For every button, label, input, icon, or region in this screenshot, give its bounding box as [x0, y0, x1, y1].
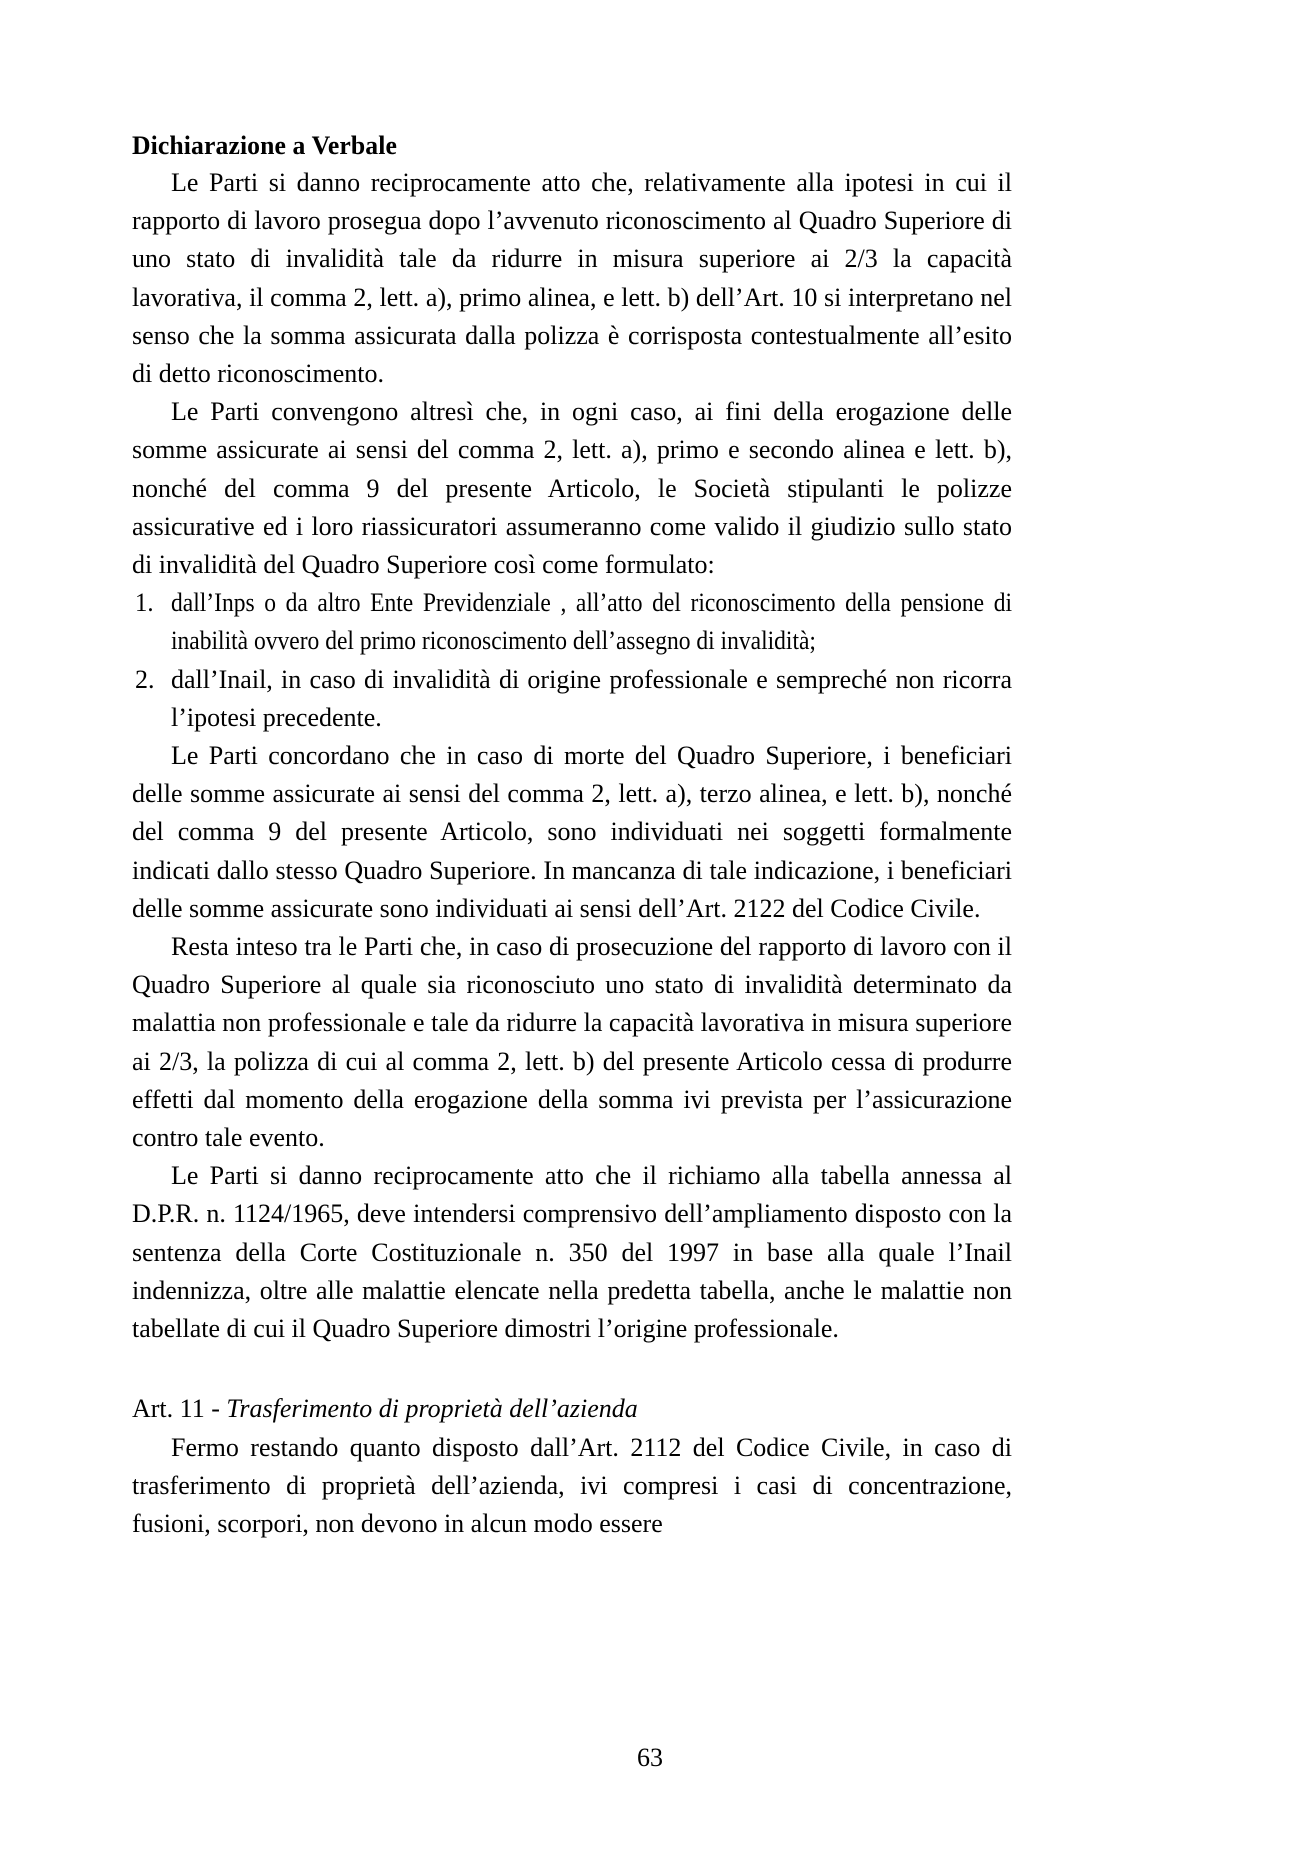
list-item-text: dall’Inail, in caso di invalidità di origine professionale e sempreché non ricorra l’ipotesi precedente. — [171, 664, 1012, 732]
article-heading — [132, 1390, 1012, 1428]
article-heading-title: Trasferimento di proprietà dell’azienda — [226, 1394, 638, 1424]
paragraph-3: Le Parti concordano che in caso di morte del Quadro Superiore, i beneficiari delle somme assicurate ai sensi del comma 2, lett. a), terzo alinea, e lett. b), nonché del comma 9 del presente Articolo, sono individuati nei soggetti formalmente indicati dallo stesso Quadro Superiore. In mancanza di tale indicazione, i beneficiari delle somme assicurate sono individuati ai sensi dell’Art. 2122 del Codice Civile. — [132, 741, 1012, 923]
list-item-marker: 1. — [135, 588, 154, 618]
list-item — [132, 584, 1012, 660]
numbered-list — [132, 584, 1012, 737]
section-spacer — [132, 1348, 1012, 1390]
page-number: 63 — [637, 1743, 663, 1772]
paragraph-2: Le Parti convengono altresì che, in ogni caso, ai fini della erogazione delle somme assicurate ai sensi del comma 2, lett. a), primo e secondo alinea e lett. b), nonché del comma 9 del presente Articolo, le Società stipulanti le polizze assicurative ed i loro riassicuratori assumeranno come valido il giudizio sullo stato di invalidità del Quadro Superiore così come formulato: — [132, 397, 1012, 580]
list-item — [132, 661, 1012, 737]
article-heading-label: Art. 11 - — [132, 1394, 227, 1424]
paragraph-4: Resta inteso tra le Parti che, in caso di prosecuzione del rapporto di lavoro con il Quadro Superiore al quale sia riconosciuto uno stato di invalidità determinato da malattia non professionale e tale da ridurre la capacità lavorativa in misura superiore ai 2/3, la polizza di cui al comma 2, lett. b) del presente Articolo cessa di produrre effetti dal momento della erogazione della somma ivi prevista per l’assicurazione contro tale evento. — [132, 932, 1012, 1153]
list-item-text: dall’Inps o da altro Ente Previdenziale , all’atto del riconoscimento della pensione di inabilità ovvero del primo riconoscimento dell’assegno di invalidità; — [171, 588, 1013, 656]
paragraph-5: Le Parti si danno reciprocamente atto che il richiamo alla tabella annessa al D.P.R. n. 1124/1965, deve intendersi comprensivo dell’ampliamento disposto con la sentenza della Corte Costituzionale n. 350 del 1997 in base alla quale l’Inail indennizza, oltre alle malattie elencate nella predetta tabella, anche le malattie non tabellate di cui il Quadro Superiore dimostri l’origine professionale. — [132, 1161, 1012, 1344]
paragraph-6: Fermo restando quanto disposto dall’Art. 2112 del Codice Civile, in caso di trasferimento di proprietà dell’azienda, ivi compresi i casi di concentrazione, fusioni, scorpori, non devono in alcun modo essere — [132, 1432, 1012, 1538]
paragraph-1: Le Parti si danno reciprocamente atto che, relativamente alla ipotesi in cui il rapporto di lavoro prosegua dopo l’avvenuto riconoscimento al Quadro Superiore di uno stato di invalidità tale da ridurre in misura superiore ai 2/3 la capacità lavorativa, il comma 2, lett. a), primo alinea, e lett. b) dell’Art. 10 si interpretano nel senso che la somma assicurata dalla polizza è corrisposta contestualmente all’esito di detto riconoscimento. — [132, 168, 1012, 389]
text-column — [132, 128, 1012, 1543]
list-item-marker: 2. — [135, 664, 155, 694]
section-heading: Dichiarazione a Verbale — [132, 130, 397, 160]
